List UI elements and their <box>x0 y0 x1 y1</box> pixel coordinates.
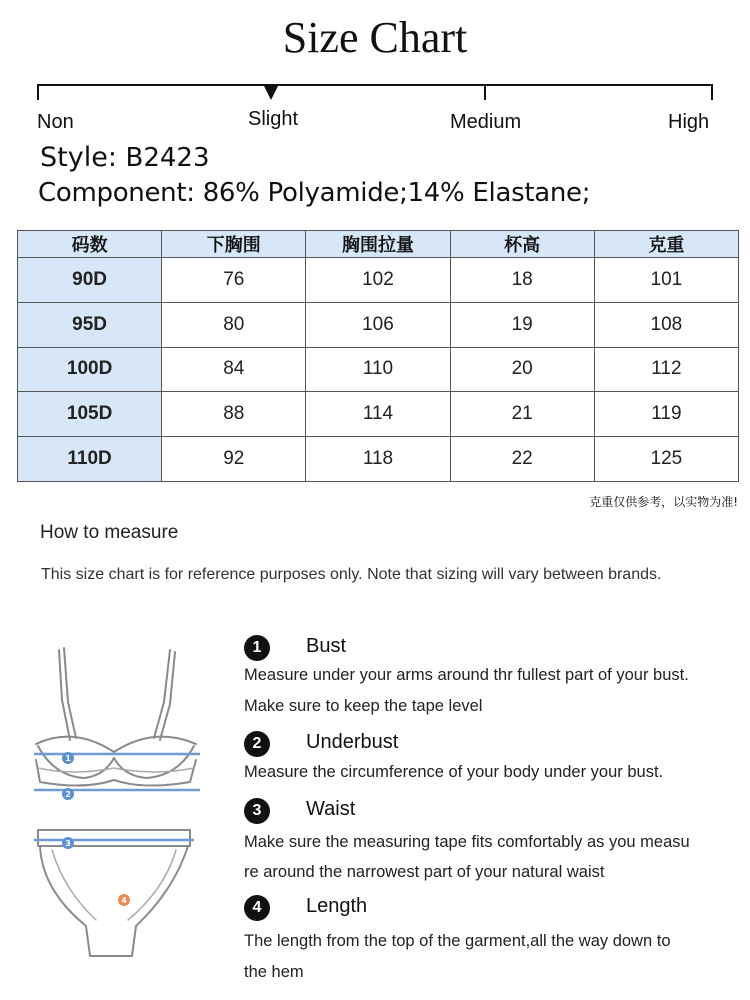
step-title: Underbust <box>306 731 399 753</box>
scale-line <box>37 84 713 86</box>
table-row <box>18 347 739 392</box>
step-text: Measure the circumference of your body under your bust. <box>244 763 664 781</box>
step-text: Make sure to keep the tape level <box>244 697 483 715</box>
how-to-measure-description: This size chart is for reference purposes only. Note that sizing will vary between brands. <box>41 566 662 583</box>
style-value: B2423 <box>125 143 210 173</box>
size-table <box>17 230 739 482</box>
step-text: re around the narrowest part of your natural waist <box>244 863 605 881</box>
table-cell: 92 <box>162 437 306 482</box>
table-cell: 21 <box>450 392 594 437</box>
table-cell: 110D <box>18 437 162 482</box>
table-row <box>18 437 739 482</box>
table-cell: 90D <box>18 258 162 303</box>
bikini-illustration <box>24 640 204 970</box>
table-cell: 100D <box>18 347 162 392</box>
table-cell: 102 <box>306 258 450 303</box>
table-cell: 76 <box>162 258 306 303</box>
table-cell: 18 <box>450 258 594 303</box>
step-number-badge: 4 <box>244 895 270 921</box>
scale-label-high: High <box>668 111 710 133</box>
component-value: 86% Polyamide;14% Elastane; <box>202 178 591 208</box>
scale-tick <box>711 84 713 100</box>
component-label: Component: <box>38 178 195 208</box>
step-text: The length from the top of the garment,all the way down to <box>244 932 671 950</box>
table-cell: 112 <box>594 347 738 392</box>
header-bust-stretch: 胸围拉量 <box>306 231 450 258</box>
table-cell: 95D <box>18 302 162 347</box>
table-header-row <box>18 231 739 258</box>
table-cell: 22 <box>450 437 594 482</box>
how-to-measure-title: How to measure <box>40 522 179 543</box>
step-number-badge: 2 <box>244 731 270 757</box>
table-cell: 110 <box>306 347 450 392</box>
step-number-badge: 1 <box>244 635 270 661</box>
table-row <box>18 258 739 303</box>
table-row <box>18 392 739 437</box>
header-weight: 克重 <box>594 231 738 258</box>
marker-length-label: 4 <box>121 896 127 905</box>
style-label: Style: <box>40 142 117 173</box>
scale-label-slight: Slight <box>248 108 299 130</box>
header-underbust: 下胸围 <box>162 231 306 258</box>
scale-pointer-icon <box>263 84 279 100</box>
table-cell: 105D <box>18 392 162 437</box>
table-row <box>18 302 739 347</box>
weight-note: 克重仅供参考，以实物为准! <box>589 495 738 509</box>
header-size: 码数 <box>18 231 162 258</box>
marker-waist-label: 3 <box>65 839 71 848</box>
table-cell: 19 <box>450 302 594 347</box>
table-cell: 108 <box>594 302 738 347</box>
table-cell: 125 <box>594 437 738 482</box>
table-cell: 118 <box>306 437 450 482</box>
table-cell: 119 <box>594 392 738 437</box>
marker-bust-label: 1 <box>65 754 71 763</box>
scale-tick <box>37 84 39 100</box>
table-cell: 80 <box>162 302 306 347</box>
table-cell: 101 <box>594 258 738 303</box>
style-line <box>40 142 210 173</box>
scale-label-non: Non <box>37 111 74 133</box>
table-cell: 88 <box>162 392 306 437</box>
scale-label-medium: Medium <box>450 111 522 133</box>
header-cup-height: 杯高 <box>450 231 594 258</box>
step-text: Measure under your arms around thr fullest part of your bust. <box>244 666 689 684</box>
step-text: Make sure the measuring tape fits comfortably as you measu <box>244 833 690 851</box>
page-title: Size Chart <box>282 13 468 62</box>
marker-underbust-label: 2 <box>65 790 71 799</box>
table-cell: 106 <box>306 302 450 347</box>
stretch-scale <box>37 84 713 100</box>
scale-tick <box>484 84 486 100</box>
table-cell: 20 <box>450 347 594 392</box>
step-text: the hem <box>244 963 304 981</box>
step-title: Length <box>306 895 368 917</box>
component-line <box>38 178 590 208</box>
step-number-badge: 3 <box>244 798 270 824</box>
step-title: Bust <box>306 635 347 657</box>
table-cell: 84 <box>162 347 306 392</box>
table-cell: 114 <box>306 392 450 437</box>
step-title: Waist <box>306 798 356 820</box>
